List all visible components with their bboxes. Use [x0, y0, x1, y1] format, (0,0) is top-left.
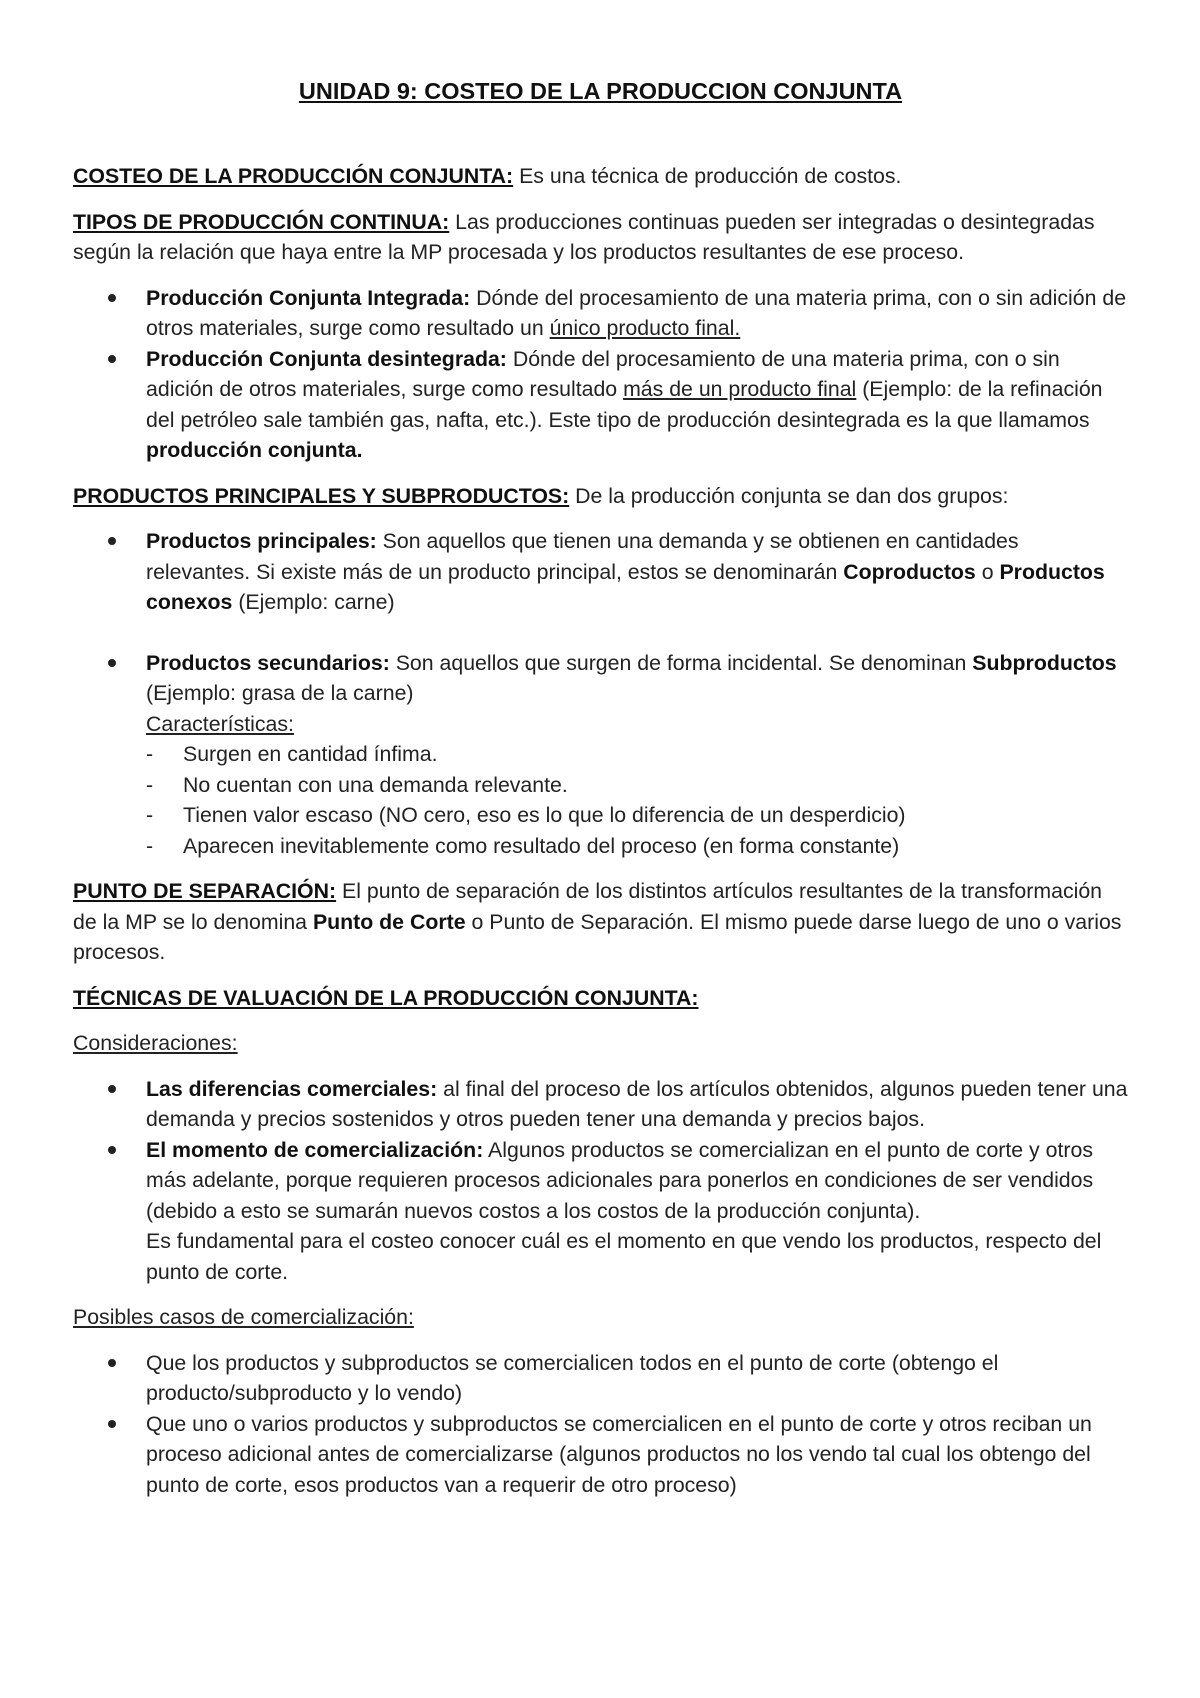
heading-tecnicas: TÉCNICAS DE VALUACIÓN DE LA PRODUCCIÓN CONJUNTA: [73, 985, 699, 1010]
productos-list [73, 526, 1128, 861]
tipos-text: Las producciones continuas pueden ser integradas o desintegradas según la relación que haya entre la MP procesada y los productos resultantes de ese proceso. [73, 209, 1095, 264]
term-desintegrada: Producción Conjunta desintegrada: [146, 346, 507, 371]
conexos-bold: Productos conexos [146, 559, 1105, 614]
tipos-list [73, 283, 1128, 466]
paragraph-costeo [73, 161, 1128, 192]
list-item: - Tienen valor escaso (NO cero, eso es lo que lo diferencia de un desperdicio) [183, 800, 1128, 831]
term-diferencias: Las diferencias comerciales: [146, 1076, 438, 1101]
list-item-momento [146, 1135, 1128, 1288]
punto-end: o Punto de Separación. El mismo puede darse luego de uno o varios procesos. [73, 909, 1122, 964]
principales-mid: o [975, 559, 1000, 584]
diferencias-text: al final del proceso de los artículos obtenidos, algunos pueden tener una demanda y precios sostenidos y otros pueden tener una demanda y precios bajos. [146, 1076, 1128, 1131]
coproductos-bold: Coproductos [843, 559, 976, 584]
secundarios-text: Son aquellos que surgen de forma incidental. Se denominan [389, 650, 973, 675]
list-item-integrada [146, 283, 1128, 344]
paragraph-tecnicas [73, 983, 1128, 1014]
term-principales: Productos principales: [146, 529, 377, 553]
principales-end: (Ejemplo: carne) [232, 590, 395, 614]
integrada-underlined: único producto final. [549, 316, 741, 340]
secundarios-end: (Ejemplo: grasa de la carne) [146, 681, 414, 705]
punto-bold: Punto de Corte [312, 909, 466, 934]
term-integrada: Producción Conjunta Integrada: [146, 285, 471, 310]
subproductos-bold: Subproductos [972, 650, 1117, 675]
productos-text: De la producción conjunta se dan dos grupos: [569, 483, 1009, 508]
consideraciones-label: Consideraciones: [73, 1031, 238, 1055]
principales-text: Son aquellos que tienen una demanda y se obtienen en cantidades relevantes. Si existe más de un producto principal, estos se denominarán [146, 529, 1019, 584]
paragraph-punto [73, 876, 1128, 968]
list-item: - No cuentan con una demanda relevante. [183, 770, 1128, 801]
desintegrada-underlined: más de un producto final [623, 377, 857, 401]
list-item-desintegrada [146, 344, 1128, 466]
desintegrada-text: Dónde del procesamiento de una materia prima, con o sin adición de otros materiales, surge como resultado [146, 346, 1060, 401]
list-item: Que uno o varios productos y subproductos se comercialicen en el punto de corte y otros reciban un proceso adicional antes de comercializarse (algunos productos no los vendo tal cual los obtengo del punto de corte, esos productos van a requerir de otro proceso) [146, 1409, 1128, 1501]
heading-costeo: COSTEO DE LA PRODUCCIÓN CONJUNTA: [73, 164, 514, 188]
paragraph-tipos [73, 207, 1128, 268]
term-momento: El momento de comercialización: [146, 1137, 484, 1162]
costeo-text: Es una técnica de producción de costos. [513, 164, 902, 188]
heading-productos: PRODUCTOS PRINCIPALES Y SUBPRODUCTOS: [73, 483, 570, 508]
document-title: UNIDAD 9: COSTEO DE LA PRODUCCION CONJUNTA [298, 78, 903, 104]
term-secundarios: Productos secundarios: [146, 650, 390, 675]
integrada-text: Dónde del procesamiento de una materia prima, con o sin adición de otros materiales, surge como resultado un [146, 285, 1127, 340]
momento-text: Algunos productos se comercializan en el punto de corte y otros más adelante, porque requieren procesos adicionales para ponerlos en condiciones de ser vendidos (debido a esto se sumarán nuevos costos a los costos de la producción conjunta). [146, 1137, 1094, 1223]
punto-text: El punto de separación de los distintos artículos resultantes de la transformación de la MP se lo denomina [73, 879, 1103, 934]
desintegrada-post: (Ejemplo: de la refinación del petróleo sale también gas, nafta, etc.). Este tipo de producción desintegrada es la que llamamos [146, 377, 1103, 432]
casos-label: Posibles casos de comercialización: [73, 1305, 414, 1329]
caracteristicas-label: Características: [146, 711, 294, 736]
casos-list [73, 1348, 1128, 1501]
list-item: Que los productos y subproductos se comercialicen todos en el punto de corte (obtengo el producto/subproducto y lo vendo) [146, 1348, 1128, 1409]
list-item-diferencias [146, 1074, 1128, 1135]
paragraph-productos [73, 481, 1128, 512]
momento-extra: Es fundamental para el costeo conocer cuál es el momento en que vendo los productos, respecto del punto de corte. [146, 1229, 1102, 1284]
desintegrada-bold-end: producción conjunta. [146, 438, 363, 462]
list-item: - Surgen en cantidad ínfima. [183, 739, 1128, 770]
caracteristicas-list [146, 739, 1128, 861]
list-item-secundarios [146, 648, 1128, 862]
consideraciones-list [73, 1074, 1128, 1288]
heading-punto: PUNTO DE SEPARACIÓN: [73, 879, 337, 903]
heading-tipos: TIPOS DE PRODUCCIÓN CONTINUA: [73, 209, 450, 234]
list-item-principales [146, 526, 1128, 618]
list-item: - Aparecen inevitablemente como resultado del proceso (en forma constante) [183, 831, 1128, 862]
